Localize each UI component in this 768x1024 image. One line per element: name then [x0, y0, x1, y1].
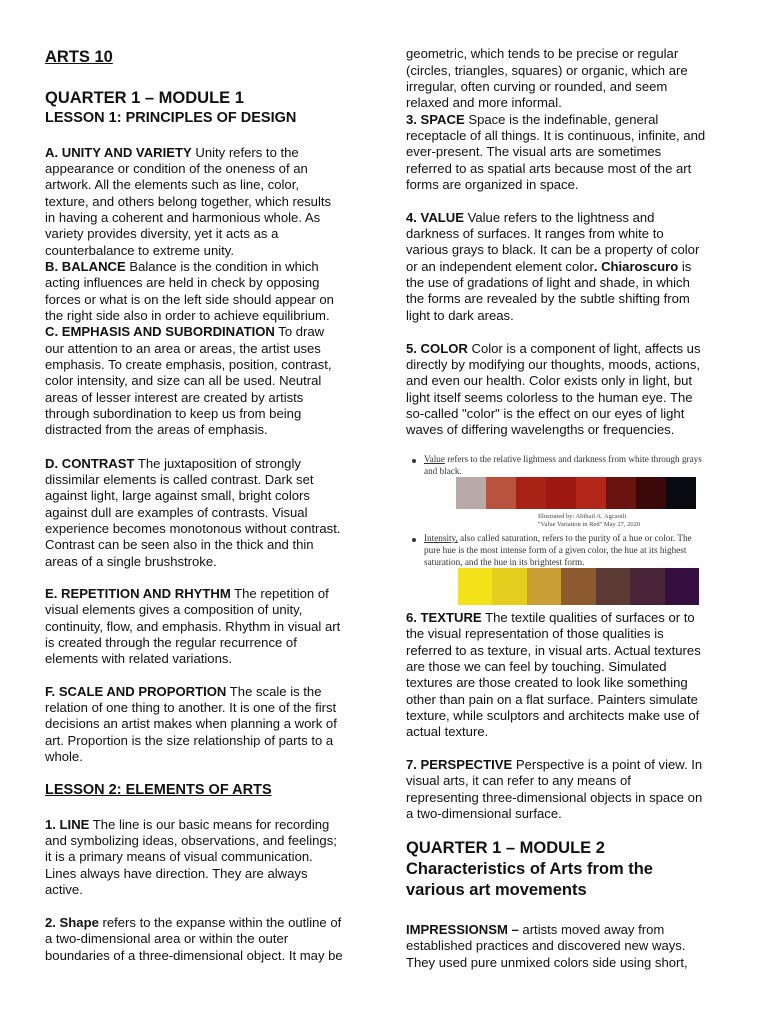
contrast-heading: D. CONTRAST	[45, 456, 135, 471]
text-line: forces or what is on the left side should appear on	[45, 292, 334, 307]
lesson2-heading: LESSON 2: ELEMENTS OF ARTS	[45, 782, 272, 798]
text-line: emphasis. To create emphasis, position, contrast,	[45, 357, 332, 372]
text-line: the use of gradations of light and shade, in which	[406, 275, 690, 290]
value-line: 4. VALUE Value refers to the lightness and	[406, 210, 655, 225]
text-line: established practices and discovered new ways.	[406, 938, 686, 953]
lesson1-heading: LESSON 1: PRINCIPLES OF DESIGN	[45, 110, 297, 126]
text-line: active.	[45, 882, 83, 897]
text-line: whole.	[45, 749, 83, 764]
text-line: Contrast can be seen also in the thick and thin	[45, 537, 314, 552]
text-line: representing three-dimensional objects in space on	[406, 790, 703, 805]
perspective-line: 7. PERSPECTIVE Perspective is a point of view. In	[406, 757, 703, 772]
line-heading: 1. LINE	[45, 817, 90, 832]
intensity-note-line-3: saturation, and the hue in its brightest form.	[424, 557, 585, 567]
text-line: directly by modifying our thoughts, moods, actions,	[406, 357, 701, 372]
text-line: forms are organized in space.	[406, 177, 579, 192]
text-line: color intensity, and size can all be used. Neutral	[45, 373, 322, 388]
text-line: decisions an artist makes when planning a work of	[45, 716, 337, 731]
text-line: so-called "color" is the effect on our eyes of light	[406, 406, 685, 421]
value-heading: 4. VALUE	[406, 210, 464, 225]
text-line: ever-present. The visual arts are sometimes	[406, 144, 662, 159]
intensity-swatch	[492, 568, 526, 605]
line-line: 1. LINE The line is our basic means for recording	[45, 817, 330, 832]
contrast-line: D. CONTRAST The juxtaposition of strongly	[45, 456, 301, 471]
text-line: against light, large against small, bright colors	[45, 488, 310, 503]
emphasis-heading: C. EMPHASIS AND SUBORDINATION	[45, 324, 275, 339]
text-line: darkness of surfaces. It ranges from white to	[406, 226, 664, 241]
text-line: areas of a single brushstroke.	[45, 554, 217, 569]
chiaroscuro-term: . Chiaroscuro	[593, 259, 679, 274]
text-line: relaxed and more informal.	[406, 95, 562, 110]
impressionism-line: IMPRESSIONSM – artists moved away from	[406, 922, 665, 937]
text-line: a two-dimensional surface.	[406, 806, 562, 821]
text-line: variety provides diversity, yet it acts as a	[45, 226, 279, 241]
illustration-caption: "Value Variation in Red" May 27, 2020	[538, 521, 641, 528]
emphasis-line: C. EMPHASIS AND SUBORDINATION To draw	[45, 324, 325, 339]
balance-line: B. BALANCE Balance is the condition in which	[45, 259, 319, 274]
text-line: textures are those created to look like something	[406, 675, 688, 690]
module2-subtitle-1: Characteristics of Arts from the	[406, 860, 653, 878]
repetition-heading: E. REPETITION AND RHYTHM	[45, 586, 231, 601]
text-line: art. Proportion is the size relationship of parts to a	[45, 733, 334, 748]
unity-line: A. UNITY AND VARIETY Unity refers to the	[45, 145, 299, 160]
text-line: visual arts, it can refer to any means of	[406, 773, 631, 788]
intensity-swatch-strip	[458, 568, 699, 605]
repetition-line: E. REPETITION AND RHYTHM The repetition of	[45, 586, 329, 601]
intensity-swatch	[458, 568, 492, 605]
text-line: experience becomes monotonous without contrast.	[45, 521, 341, 536]
text-line: it is a primary means of visual communication.	[45, 849, 313, 864]
text-line: is created through the regular recurrence of	[45, 635, 297, 650]
doc-title: ARTS 10	[45, 48, 113, 66]
text-line: artwork. All the elements such as line, color,	[45, 177, 299, 192]
balance-heading: B. BALANCE	[45, 259, 126, 274]
text-line: actual texture.	[406, 724, 489, 739]
text-line: receptacle of all things. It is continuous, infinite, and	[406, 128, 706, 143]
impressionism-heading: IMPRESSIONSM –	[406, 922, 519, 937]
module2-subtitle-2: various art movements	[406, 881, 587, 899]
intensity-note-line-1: Intensity, also called saturation, refers to the purity of a hue or color. The	[424, 533, 692, 543]
text-line: appearance or condition of the oneness of an	[45, 161, 308, 176]
bullet-icon	[412, 459, 416, 463]
intensity-swatch	[561, 568, 595, 605]
text-line: are those we can feel by touching. Simulated	[406, 659, 667, 674]
text-line: geometric, which tends to be precise or regular	[406, 46, 679, 61]
text-line: visual elements gives a composition of unity,	[45, 602, 303, 617]
texture-heading: 6. TEXTURE	[406, 610, 482, 625]
space-heading: 3. SPACE	[406, 112, 465, 127]
text-line: They used pure unmixed colors side using short,	[406, 955, 688, 970]
illustration-credit: Illustrated by: Abihail A. Agcaoili	[538, 513, 627, 520]
value-swatch	[546, 477, 576, 509]
text-line: the visual representation of those qualities is	[406, 626, 664, 641]
value-note-line-2: and black.	[424, 466, 462, 476]
text-line: light to dark areas.	[406, 308, 514, 323]
color-line: 5. COLOR Color is a component of light, affects us	[406, 341, 701, 356]
perspective-heading: 7. PERSPECTIVE	[406, 757, 513, 772]
text-line: texture, while sculptors and architects make use of	[406, 708, 700, 723]
text-line: boundaries of a three-dimensional object. It may be	[45, 948, 343, 963]
text-line: other than pain on a flat surface. Painters simulate	[406, 692, 698, 707]
value-note-line-1: Value refers to the relative lightness and darkness from white through grays	[424, 454, 702, 464]
text-line: acting influences are held in check by opposing	[45, 275, 320, 290]
intensity-swatch	[665, 568, 699, 605]
text-line: the forms are revealed by the subtle shifting from	[406, 291, 690, 306]
value-swatch	[486, 477, 516, 509]
module2-heading: QUARTER 1 – MODULE 2	[406, 839, 605, 857]
text-line: various grays to black. It can be a property of color	[406, 242, 700, 257]
space-line: 3. SPACE Space is the indefinable, general	[406, 112, 659, 127]
text-line: relation of one thing to another. It is one of the first	[45, 700, 337, 715]
text-line: and even our health. Color exists only in light, but	[406, 373, 693, 388]
module1-heading: QUARTER 1 – MODULE 1	[45, 89, 244, 107]
scale-heading: F. SCALE AND PROPORTION	[45, 684, 227, 699]
text-line: texture, and others belong together, which results	[45, 194, 332, 209]
value-swatch	[606, 477, 636, 509]
texture-line: 6. TEXTURE The textile qualities of surfaces or to	[406, 610, 695, 625]
value-swatch	[666, 477, 696, 509]
text-line: referred to as spatial arts because most of the art	[406, 161, 692, 176]
chiaroscuro-line: or an independent element color. Chiaroscuro is	[406, 259, 692, 274]
shape-heading: 2. Shape	[45, 915, 99, 930]
text-line: our attention to an area or areas, the artist uses	[45, 341, 321, 356]
text-line: distracted from the areas of emphasis.	[45, 422, 268, 437]
unity-heading: A. UNITY AND VARIETY	[45, 145, 192, 160]
value-swatch	[576, 477, 606, 509]
intensity-note-line-2: pure hue is the most intense form of a given color, the hue at its highest	[424, 545, 687, 555]
text-line: referred to as texture, in visual arts. Actual textures	[406, 643, 701, 658]
text-line: and symbolizing ideas, observations, and feelings;	[45, 833, 337, 848]
text-line: through subordination to keep us from being	[45, 406, 302, 421]
text-line: the right side also in order to achieve equilibrium.	[45, 308, 330, 323]
text-line: irregular, often curving or rounded, and seem	[406, 79, 668, 94]
text-line: dissimilar elements is called contrast. Dark set	[45, 472, 314, 487]
bullet-icon	[412, 538, 416, 542]
text-line: Lines always have direction. They are always	[45, 866, 308, 881]
color-heading: 5. COLOR	[406, 341, 468, 356]
text-line: counterbalance to extreme unity.	[45, 243, 234, 258]
value-swatch	[456, 477, 486, 509]
intensity-swatch	[630, 568, 664, 605]
value-swatch	[636, 477, 666, 509]
value-swatch-strip	[456, 477, 696, 509]
text-line: in having a coherent and harmonious whole. As	[45, 210, 321, 225]
text-line: (circles, triangles, squares) or organic, which are	[406, 63, 688, 78]
intensity-swatch	[596, 568, 630, 605]
text-line: light itself seems colorless to the human eye. The	[406, 390, 693, 405]
text-line: waves of differing wavelengths or frequencies.	[406, 422, 675, 437]
text-line: continuity, flow, and emphasis. Rhythm in visual art	[45, 619, 341, 634]
text-line: against dull are examples of contrasts. Visual	[45, 505, 308, 520]
shape-line: 2. Shape refers to the expanse within the outline of	[45, 915, 342, 930]
text-line: areas of lesser interest are created by artists	[45, 390, 304, 405]
intensity-swatch	[527, 568, 561, 605]
scale-line: F. SCALE AND PROPORTION The scale is the	[45, 684, 322, 699]
value-swatch	[516, 477, 546, 509]
color-illustration	[406, 450, 751, 610]
text-line: a two-dimensional area or within the outer	[45, 931, 289, 946]
text-line: elements with related variations.	[45, 651, 233, 666]
